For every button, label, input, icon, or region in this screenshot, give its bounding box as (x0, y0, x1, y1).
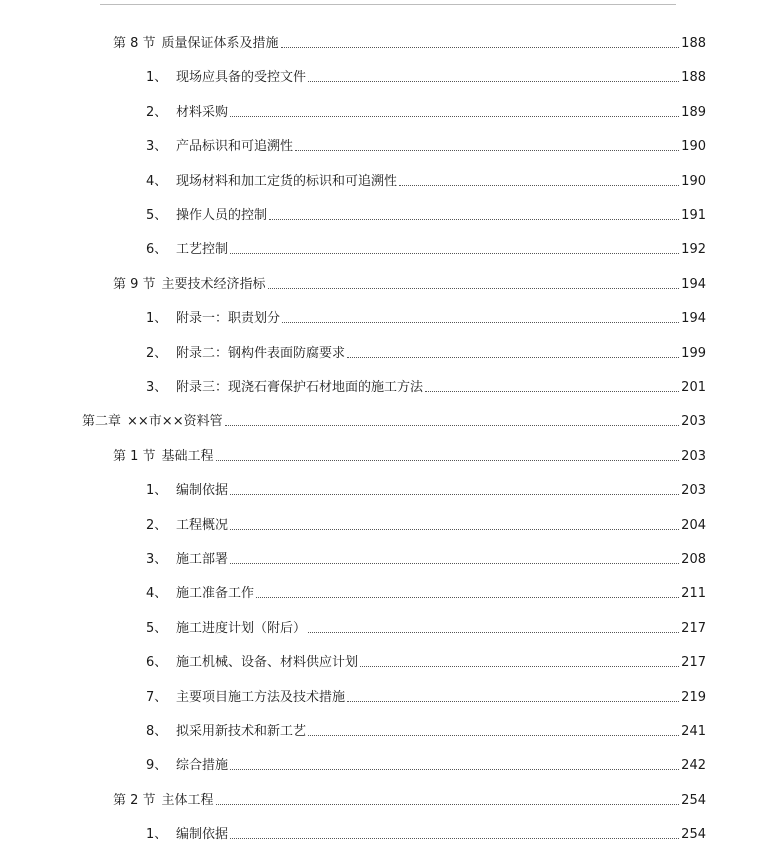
toc-entry-number: 3、 (146, 139, 168, 155)
toc-page-number: 203 (681, 483, 706, 499)
toc-entry[interactable] (146, 238, 706, 258)
toc-entry[interactable] (146, 170, 706, 190)
toc-dot-leader (216, 459, 680, 461)
toc-entry[interactable] (146, 514, 706, 534)
toc-entry-number: 1、 (146, 827, 168, 843)
toc-entry-number: 2、 (146, 104, 168, 120)
toc-dot-leader (295, 149, 679, 151)
toc-dot-leader (268, 287, 680, 289)
toc-page-number: 188 (681, 70, 706, 86)
toc-entry-number: 5、 (146, 208, 168, 223)
toc-entry-number: 8、 (146, 724, 168, 739)
toc-entry-title: 操作人员的控制 (176, 208, 268, 223)
toc-entry-number: 4、 (146, 586, 168, 602)
toc-page-number: 188 (681, 36, 706, 51)
toc-entry[interactable] (146, 754, 706, 774)
toc-entry[interactable] (146, 720, 706, 740)
toc-entry-title: 材料采购 (176, 104, 229, 120)
toc-entry[interactable] (146, 479, 706, 499)
toc-entry-number: 1、 (146, 483, 168, 499)
toc-entry-title: 主要项目施工方法及技术措施 (176, 689, 346, 705)
toc-entry-title: 编制依据 (176, 483, 229, 499)
toc-entry-number: 9、 (146, 758, 168, 774)
toc-entry-number: 3、 (146, 380, 168, 395)
toc-dot-leader (282, 321, 679, 323)
toc-entry-title: 主体工程 (161, 792, 214, 808)
toc-dot-leader (308, 80, 679, 82)
toc-entry-title: 拟采用新技术和新工艺 (176, 724, 307, 739)
toc-entry[interactable] (146, 823, 706, 843)
toc-entry[interactable] (146, 66, 706, 86)
toc-dot-leader (230, 562, 679, 564)
toc-dot-leader (230, 768, 679, 770)
toc-page-number: 242 (681, 758, 706, 774)
toc-entry-number: 7、 (146, 689, 168, 705)
toc-entry[interactable] (113, 445, 706, 465)
toc-dot-leader (347, 356, 679, 358)
toc-entry-title: 工艺控制 (176, 242, 229, 258)
toc-entry-title: 编制依据 (176, 827, 229, 843)
toc-entry[interactable] (113, 273, 706, 293)
toc-entry[interactable] (113, 32, 706, 52)
toc-entry-title: 现场应具备的受控文件 (176, 70, 307, 86)
toc-page-number: 190 (681, 173, 706, 189)
toc-page-number: 254 (681, 827, 706, 843)
toc-page-number: 194 (681, 311, 706, 327)
toc-dot-leader (269, 218, 679, 220)
toc-entry-number: 第 2 节 (113, 792, 156, 808)
toc-entry[interactable] (146, 101, 706, 121)
toc-entry-title: 附录一：职责划分 (176, 311, 281, 327)
toc-entry[interactable] (146, 651, 706, 671)
toc-entry-number: 第 8 节 (113, 36, 156, 51)
toc-entry[interactable] (146, 617, 706, 637)
toc-entry[interactable] (82, 410, 706, 430)
page-top-rule (100, 4, 676, 5)
toc-entry-title: 质量保证体系及措施 (161, 36, 279, 51)
toc-entry-number: 3、 (146, 552, 168, 567)
toc-entry-number: 6、 (146, 242, 168, 258)
toc-page-number: 203 (681, 414, 706, 430)
toc-entry-title: 主要技术经济指标 (161, 276, 266, 292)
toc-entry-number: 1、 (146, 311, 168, 327)
toc-entry-number: 4、 (146, 173, 168, 189)
toc-entry-title: ××市××资料管 (127, 414, 223, 430)
toc-dot-leader (256, 596, 679, 598)
toc-entry[interactable] (146, 376, 706, 396)
toc-page-number: 203 (681, 448, 706, 464)
toc-dot-leader (281, 46, 680, 48)
toc-entry-title: 附录三：现浇石膏保护石材地面的施工方法 (176, 380, 424, 395)
toc-dot-leader (425, 390, 679, 392)
toc-page-number: 241 (681, 724, 706, 739)
toc-entry[interactable] (146, 135, 706, 155)
toc-dot-leader (225, 424, 680, 426)
toc-page-number: 191 (681, 208, 706, 223)
toc-entry-number: 1、 (146, 70, 168, 86)
toc-page-number: 192 (681, 242, 706, 258)
toc-dot-leader (230, 252, 679, 254)
toc-entry-number: 第二章 (82, 414, 122, 430)
toc-dot-leader (360, 665, 679, 667)
toc-page-number: 217 (681, 620, 706, 636)
toc-page-number: 199 (681, 345, 706, 361)
toc-entry[interactable] (146, 582, 706, 602)
toc-entry-title: 附录二：钢构件表面防腐要求 (176, 345, 346, 361)
toc-page-number: 254 (681, 792, 706, 808)
toc-entry-title: 施工部署 (176, 552, 229, 567)
toc-page-number: 204 (681, 517, 706, 533)
toc-entry[interactable] (146, 307, 706, 327)
toc-entry-title: 施工机械、设备、材料供应计划 (176, 655, 359, 671)
toc-entry[interactable] (146, 204, 706, 224)
toc-dot-leader (399, 184, 679, 186)
toc-page-number: 211 (681, 586, 706, 602)
toc-entry[interactable] (113, 789, 706, 809)
toc-entry[interactable] (146, 548, 706, 568)
toc-entry-title: 施工进度计划（附后） (176, 620, 307, 636)
toc-dot-leader (230, 493, 679, 495)
toc-dot-leader (347, 700, 679, 702)
toc-page-number: 190 (681, 139, 706, 155)
toc-page-number: 189 (681, 104, 706, 120)
toc-page-number: 219 (681, 689, 706, 705)
toc-entry-title: 基础工程 (161, 448, 214, 464)
toc-entry-title: 综合措施 (176, 758, 229, 774)
toc-entry[interactable] (146, 342, 706, 362)
toc-page-number: 201 (681, 380, 706, 395)
toc-entry-title: 施工准备工作 (176, 586, 255, 602)
toc-dot-leader (230, 528, 679, 530)
toc-entry-number: 2、 (146, 345, 168, 361)
toc-entry-title: 产品标识和可追溯性 (176, 139, 294, 155)
toc-entry-number: 5、 (146, 620, 168, 636)
toc-entry-number: 6、 (146, 655, 168, 671)
toc-dot-leader (230, 837, 679, 839)
toc-page-number: 208 (681, 552, 706, 567)
toc-entry-title: 现场材料和加工定货的标识和可追溯性 (176, 173, 398, 189)
toc-page-number: 217 (681, 655, 706, 671)
toc-entry-number: 第 9 节 (113, 276, 156, 292)
toc-page-number: 194 (681, 276, 706, 292)
toc-dot-leader (308, 631, 679, 633)
toc-dot-leader (216, 803, 680, 805)
toc-entry[interactable] (146, 686, 706, 706)
toc-dot-leader (230, 115, 679, 117)
toc-entry-number: 2、 (146, 517, 168, 533)
toc-entry-number: 第 1 节 (113, 448, 156, 464)
toc-dot-leader (308, 734, 679, 736)
toc-entry-title: 工程概况 (176, 517, 229, 533)
